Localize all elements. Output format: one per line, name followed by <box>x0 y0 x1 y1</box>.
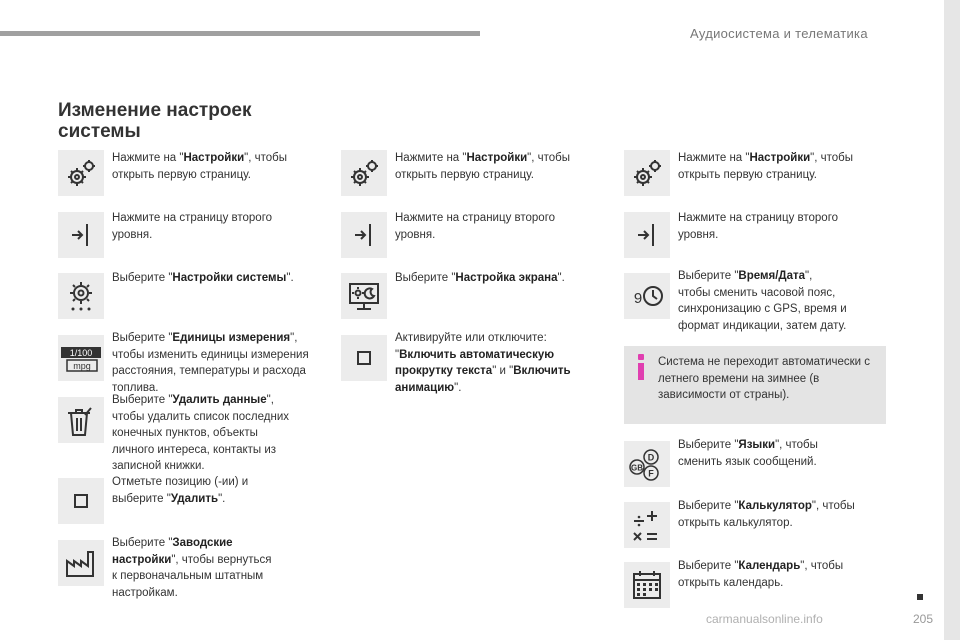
settings-gears-icon <box>58 150 104 196</box>
col1-step5-text: Выберите "Удалить данные", чтобы удалить список последних конечных пунктов, объекты личного интереса, контакты из записной книжки. <box>112 394 289 472</box>
second-page-icon <box>58 212 104 258</box>
checkbox-icon <box>341 335 387 381</box>
svg-text:GB: GB <box>631 463 643 473</box>
col1-step3-text: Выберите "Настройки системы". <box>112 272 294 284</box>
col1-step7-text: Выберите "Заводские настройки", чтобы вернуться к первоначальным штатным настройкам. <box>112 537 272 599</box>
info-note-text: Система не переходит автоматически с летнего времени на зимнее (в зависимости от страны). <box>658 356 871 401</box>
col2-step3-text: Выберите "Настройка экрана". <box>395 272 565 284</box>
watermark: carmanualsonline.info <box>706 612 823 626</box>
col3-step1-text: Нажмите на "Настройки", чтобы открыть первую страницу. <box>678 152 854 181</box>
col3-step4-text: Выберите "Языки", чтобы сменить язык сообщений. <box>678 439 818 468</box>
col3-step2-text: Нажмите на страницу второго уровня. <box>678 212 839 241</box>
page-title-line1: Изменение настроек <box>58 100 252 121</box>
time-date-clock-icon <box>624 273 670 319</box>
svg-text:1/100: 1/100 <box>69 348 93 358</box>
calendar-icon <box>624 562 670 608</box>
svg-text:9: 9 <box>633 290 643 307</box>
col1-step6-text: Отметьте позицию (-ии) и выберите "Удалить". <box>112 476 249 505</box>
col3-step3-text: Выберите "Время/Дата", чтобы сменить часовой пояс, синхронизацию с GPS, время и формат индикации, затем дату. <box>678 270 847 332</box>
page-number: 205 <box>913 612 934 626</box>
header-rule <box>0 31 480 36</box>
col2-step2-text: Нажмите на страницу второго уровня. <box>395 212 556 241</box>
end-bullet <box>917 594 923 600</box>
languages-icon <box>624 441 670 487</box>
page-edge-strip <box>944 0 960 640</box>
svg-text:D: D <box>647 452 655 463</box>
col1-step1-text: Нажмите на "Настройки", чтобы открыть первую страницу. <box>112 152 288 181</box>
second-page-icon <box>624 212 670 258</box>
col2-step4-text: Активируйте или отключите: "Включить автоматическую прокрутку текста" и "Включить анимацию". <box>395 332 571 394</box>
settings-gears-icon <box>624 150 670 196</box>
page-title <box>58 100 252 142</box>
svg-text:F: F <box>648 468 654 479</box>
system-settings-gear-icon <box>58 273 104 319</box>
settings-gears-icon <box>341 150 387 196</box>
col1-step4-text: Выберите "Единицы измерения", чтобы изменить единицы измерения расстояния, температуры и расхода топлива. <box>112 332 309 394</box>
checkbox-icon <box>58 478 104 524</box>
page-title-line2: системы <box>58 121 141 142</box>
section-title: Аудиосистема и телематика <box>690 26 868 41</box>
svg-text:mpg: mpg <box>73 361 91 371</box>
info-note-box <box>624 346 886 424</box>
col3-step5-text: Выберите "Калькулятор", чтобы открыть калькулятор. <box>678 500 855 529</box>
info-icon <box>634 354 648 380</box>
calculator-icon <box>624 502 670 548</box>
trash-icon <box>58 397 104 443</box>
second-page-icon <box>341 212 387 258</box>
factory-reset-icon <box>58 540 104 586</box>
col1-step2-text: Нажмите на страницу второго уровня. <box>112 212 273 241</box>
col2-step1-text: Нажмите на "Настройки", чтобы открыть первую страницу. <box>395 152 571 181</box>
col3-step6-text: Выберите "Календарь", чтобы открыть календарь. <box>678 560 844 589</box>
screen-settings-icon <box>341 273 387 319</box>
units-mpg-icon <box>58 335 104 381</box>
